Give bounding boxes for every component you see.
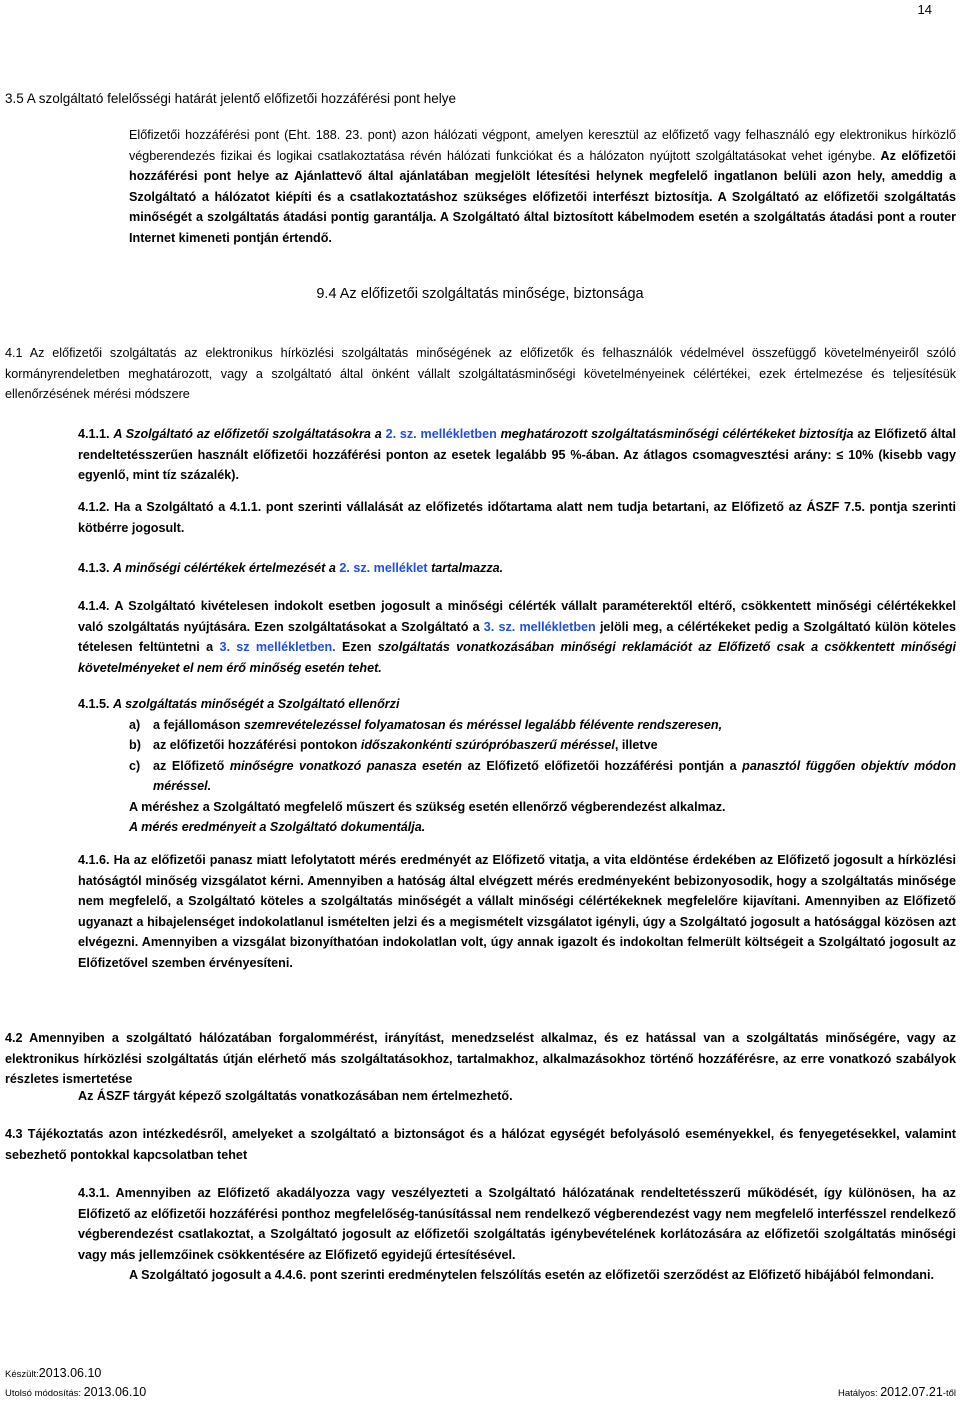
paragraph-4-2: 4.2 Amennyiben a szolgáltató hálózatában forgalommérést, irányítást, menedzselést alkalmaz, és ez hatással van a szolgáltatás minőségére, vagy az elektronikus hírközlési szolgáltatás útján elérhető más szolgáltatásokhoz, tartalmakhoz, alkalmazásokhoz történő hozzáférésre, az erre vonatkozó szabályok részletes ismertetése bbox=[5, 1031, 956, 1086]
access-point-text: Az előfizetői hozzáférési pont helye az Ajánlattevő által ajánlatában megjelölt létesítési helynek megfelelő ingatlanon belüli azon hely, ameddig a Szolgáltató a hálózatot kiépíti és a csatlakoztatáshoz szükséges előfizetői interfészt biztosítja. A Szolgáltató az előfizetői szolgáltatás minőségét a szolgáltatás átadási pontig garantálja. A Szolgáltató által biztosított kábelmodem esetén a szolgáltatás átadási pont a router Internet kimeneti pontján értendő. bbox=[129, 148, 956, 245]
paragraph-4-1-1: 4.1.1. A Szolgáltató az előfizetői szolgáltatásokra a 2. sz. mellékletben meghatározott szolgáltatásminőségi célértékeket biztosítja az Előfizető által rendeltetésszerűen használt előfizetői hozzáférési ponton az esetek legalább 95 %-ában. Az átlagos csomagvesztési arány: ≤ 10% (kisebb vagy egyenlő, mint tíz százalék). bbox=[78, 427, 956, 482]
annex-link[interactable]: mellékletben bbox=[420, 427, 497, 441]
footer-modified: Utolsó módosítás: 2013.06.10 bbox=[5, 1385, 147, 1399]
paragraph-4-1-2: 4.1.2. Ha a Szolgáltató a 4.1.1. pont szerinti vállalását az előfizetés időtartama alatt nem tudja betartani, az Előfizető az ÁSZF 7.5. pontja szerinti kötbérre jogosult. bbox=[78, 500, 957, 535]
section-heading-9-4: 9.4 Az előfizetői szolgáltatás minősége, biztonsága bbox=[316, 286, 644, 302]
annex-2-link[interactable]: 2. sz. melléklet bbox=[339, 561, 428, 575]
definition-text: Előfizetői hozzáférési pont (Eht. 188. 23. pont) azon hálózati végpont, amelyen keresztül az előfizető vagy felhasználó egy elektronikus hírközlő végberendezés fizikai és logikai csatlakoztatása révén hálózati funkciókat és a hálózaton nyújtott szolgáltatásokat vehet igénybe. bbox=[129, 128, 956, 163]
paragraph-4-1: 4.1 Az előfizetői szolgáltatás az elektronikus hírközlési szolgáltatás minőségének az előfizetők és felhasználók védelmével összefüggő követelményeiről szóló kormányrendeletben meghatározott, vagy a szolgáltató által önként vállalt szolgáltatásminőségi követelményeinek célértékei, ezek értelmezése és teljesítésük ellenőrzésének mérési módszere bbox=[5, 346, 956, 401]
paragraph-3-5 bbox=[129, 125, 956, 248]
paragraph-4-1-4: 4.1.4. A Szolgáltató kivételesen indokolt esetben jogosult a minőségi célérték vállalt paraméterektől eltérő, csökkentett minőségi célértékekkel való szolgáltatás nyújtására. Ezen szolgáltatásokat a Szolgáltató a 3. sz. mellékletben jelöli meg, a célértékeket pedig a Szolgáltató külön köteles tételesen feltüntetni a 3. sz mellékletben. Ezen szolgáltatás vonatkozásában minőségi reklamációt az Előfizető csak a csökkentett minőségi követelményeket el nem érő minőség esetén tehet. bbox=[78, 599, 957, 675]
annex-3-link[interactable]: 3. sz. bbox=[483, 619, 516, 634]
annex-2-link[interactable]: 2. sz. bbox=[385, 427, 417, 441]
paragraph-4-1-3: 4.1.3. A minőségi célértékek értelmezését a 2. sz. melléklet tartalmazza. bbox=[78, 561, 504, 575]
paragraph-4-1-6: 4.1.6. Ha az előfizetői panasz miatt lefolytatott mérés eredményét az Előfizető vitatja, a vita eldöntése érdekében az Előfizető jogosult a hírközlési hatóságtól minőség vizsgálatot kérni. Amennyiben a hatóság által elvégzett mérés eredményeként bebizonyosodik, hogy a szolgáltatás minősége nem megfelelő, a Szolgáltató köteles a szolgáltatás minőségét a vállalt minőségi célértékeknek megfelelőre kijavítani. Amennyiben az Előfizető ugyanazt a hibajelenséget indokolatlanul ismételten jelzi és a megismételt vizsgálatot igényli, úgy a Szolgáltató jogosult a hatósággal közösen azt elvégezni. Amennyiben a vizsgálat bizonyíthatóan indokolatlan volt, úgy annak igazolt és indokoltan felmerült költségeit a Szolgáltató jogosult az Előfizetővel szemben érvényesíteni. bbox=[78, 853, 956, 970]
paragraph-4-3: 4.3 Tájékoztatás azon intézkedésről, amelyeket a szolgáltató a biztonságot és a hálózat egységét befolyásoló eseményekkel, és fenyegetésekkel, valamint sebezhető pontokkal kapcsolatban tehet bbox=[5, 1127, 956, 1162]
page-number: 14 bbox=[917, 2, 932, 17]
paragraph-4-2-note: Az ÁSZF tárgyát képező szolgáltatás vonatkozásában nem értelmezhető. bbox=[78, 1089, 513, 1103]
paragraph-4-3-1: 4.3.1. Amennyiben az Előfizető akadályozza vagy veszélyezteti a Szolgáltató hálózatának rendeltetésszerű működését, így különösen, ha az Előfizető az előfizetői hozzáférési ponthoz megfelelőség-tanúsítással nem rendelkező végberendezést vagy nem megfelelő interfésszel rendelkező végberendezést csatlakoztat, a Szolgáltató jogosult az előfizetői szolgáltatás igénybevételének korlátozására az előfizetői szolgáltatás minőségi vagy más jellemzőinek csökkentésére az Előfizető egyidejű értesítésével. A Szolgáltató jogosult a 4.4.6. pont szerinti eredménytelen felszólítás esetén az előfizetői szerződést az Előfizető hibájából felmondani. bbox=[78, 1186, 956, 1282]
footer-effective: Hatályos: 2012.07.21-től bbox=[837, 1385, 956, 1399]
footer-created: Készült:2013.06.10 bbox=[5, 1366, 102, 1380]
section-heading-3-5: 3.5 A szolgáltató felelősségi határát jelentő előfizetői hozzáférési pont helye bbox=[5, 91, 457, 106]
paragraph-4-1-5: 4.1.5. A szolgáltatás minőségét a Szolgáltató ellenőrzi a) a fejállomáson szemrevételezéssel folyamatosan és méréssel legalább félévente rendszeresen, b) az előfizetői hozzáférési pontokon időszakonkénti szúrópróbaszerű méréssel, illetve c) az Előfizető minőségre vonatkozó panasza esetén az Előfizető előfizetői hozzáférési pontján a panasztól függően objektív módon méréssel. A méréshez a Szolgáltató megfelelő műszert és szükség esetén ellenőrző végberendezést alkalmaz. A mérés eredményeit a Szolgáltató dokumentálja. bbox=[78, 697, 957, 834]
list-item-a: a) a fejállomáson szemrevételezéssel folyamatosan és méréssel legalább félévente rendszeresen, bbox=[129, 717, 723, 732]
list-item-b: b) az előfizetői hozzáférési pontokon időszakonkénti szúrópróbaszerű méréssel, illetve bbox=[129, 738, 658, 752]
list-item-c: c) az Előfizető minőségre vonatkozó panasza esetén az Előfizető előfizetői hozzáférési pontján a panasztól függően objektív módon méréssel. bbox=[129, 758, 957, 793]
annex-3-link-2[interactable]: 3. sz mellékletben. bbox=[219, 640, 336, 654]
annex-link[interactable]: mellékletben bbox=[519, 619, 596, 634]
